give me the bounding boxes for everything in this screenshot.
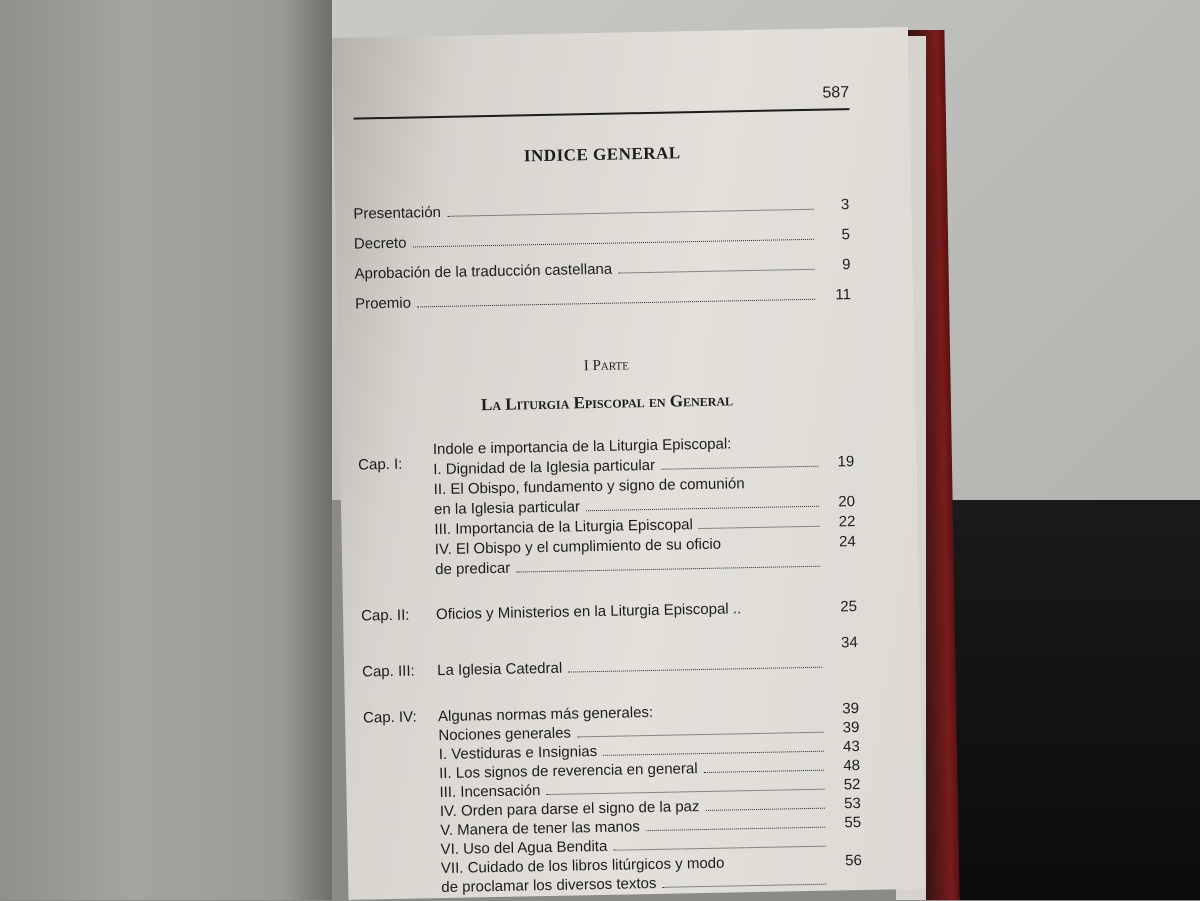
toc-entry [354,256,850,288]
chapter-page: 39 [842,700,860,718]
toc-entry [353,196,849,228]
chapter-4 [363,700,863,899]
chapter-label: Cap. II: [360,606,410,625]
leader-gap [659,714,823,717]
chapter-item-page: 48 [843,756,861,775]
chapter-item-text: IV. Orden para darse el signo de la paz [439,798,700,821]
chapter-title: La Iglesia Catedral [437,659,563,680]
chapter-item-page: 39 [842,719,860,737]
leader-dots [546,789,824,795]
chapter-page: 34 [840,634,858,652]
chapter-item-text: I. Vestiduras e Insignias [438,743,598,764]
leader-gap [730,866,825,868]
chapter-item-page [832,884,862,885]
chapter-1 [358,433,857,592]
chapter-2 [361,598,857,630]
toc-entry-label: Aprobación de la traducción castellana [354,260,613,283]
chapter-title: Algunas normas más generales: [437,703,654,726]
chapter-item [436,598,857,626]
chapter-item-text: IV. El Obispo y el cumplimiento de su oficio [434,535,722,559]
leader-dots [447,209,813,217]
chapter-item-page: 53 [843,794,861,813]
chapter-item-text: de predicar [435,559,511,579]
chapter-item-page: 22 [838,513,856,531]
part-label: I Parte [583,357,630,375]
chapter-item-text: II. El Obispo, fundamento y signo de comunión [433,475,745,499]
leader-dots [662,884,826,888]
chapter-item-text: VII. Cuidado de los libros litúrgicos y modo [440,854,725,878]
chapter-item-text: V. Manera de tener las manos [440,818,640,840]
leader-dots [699,526,820,529]
leader-dots [613,846,825,851]
chapter-item-text: VI. Uso del Agua Bendita [440,837,608,859]
leader-dots [568,667,822,673]
leader-dots [661,466,818,470]
toc-entry-page: 3 [840,196,850,214]
chapter-item-page: 20 [838,493,856,511]
toc-entry [355,286,851,318]
leader-dots [577,732,823,738]
leader-dots [704,770,824,773]
leader-dots [618,269,814,274]
chapter-3 [362,634,859,688]
chapter-title: Indole e importancia de la Liturgia Episcopal: [432,435,732,459]
chapter-title: Oficios y Ministerios en la Liturgia Episcopal .. [435,600,742,624]
chapter-item-page [826,566,856,567]
background-table [940,500,1200,900]
leader-dots [646,827,825,831]
chapter-item-page [832,846,862,847]
chapter-label: Cap. I: [358,455,403,474]
leader-dots [586,506,819,511]
toc-entry [354,226,850,258]
leader-dots [417,299,815,308]
header-rule [354,108,850,120]
toc-entry-label: Proemio [354,294,412,313]
left-page [0,0,332,900]
book-page [332,27,924,900]
chapter-item [437,634,858,682]
chapter-item-text: III. Incensación [439,782,541,802]
leader-dots [413,239,814,248]
toc-entry-page: 9 [841,256,851,274]
leader-dots [706,808,825,811]
page-number: 587 [822,84,850,102]
chapter-item-text: II. Los signos de reverencia en general [438,760,698,783]
leader-dots [603,751,824,756]
leader-gap [747,612,821,613]
toc-entry-page: 11 [835,286,852,304]
leader-gap [727,547,820,549]
chapter-item-page: 52 [843,775,861,794]
chapter-item-page: 43 [842,738,860,756]
chapter-item-page: 55 [844,813,862,832]
chapter-item-text: Nociones generales [438,724,572,745]
chapter-item-text: en la Iglesia particular [433,498,581,519]
index-title: INDICE GENERAL [523,143,681,166]
chapter-item-page: 19 [837,453,855,471]
section-title: La Liturgia Episcopal en General [480,390,734,415]
leader-dots [516,566,820,573]
toc-entry-label: Presentación [353,203,442,223]
chapter-item-page: 24 [838,533,856,551]
chapter-item-text: III. Importancia de la Liturgia Episcopal [434,516,694,539]
chapter-item-text: de proclamar los diversos textos [441,874,657,897]
chapter-label: Cap. III: [362,662,415,681]
toc-entry-page: 5 [841,226,851,244]
chapter-page: 25 [840,598,858,616]
chapter-item-text: I. Dignidad de la Iglesia particular [433,456,656,479]
toc-entry-label: Decreto [353,234,407,253]
chapter-item-page: 56 [845,851,863,870]
chapter-label: Cap. IV: [362,708,417,727]
